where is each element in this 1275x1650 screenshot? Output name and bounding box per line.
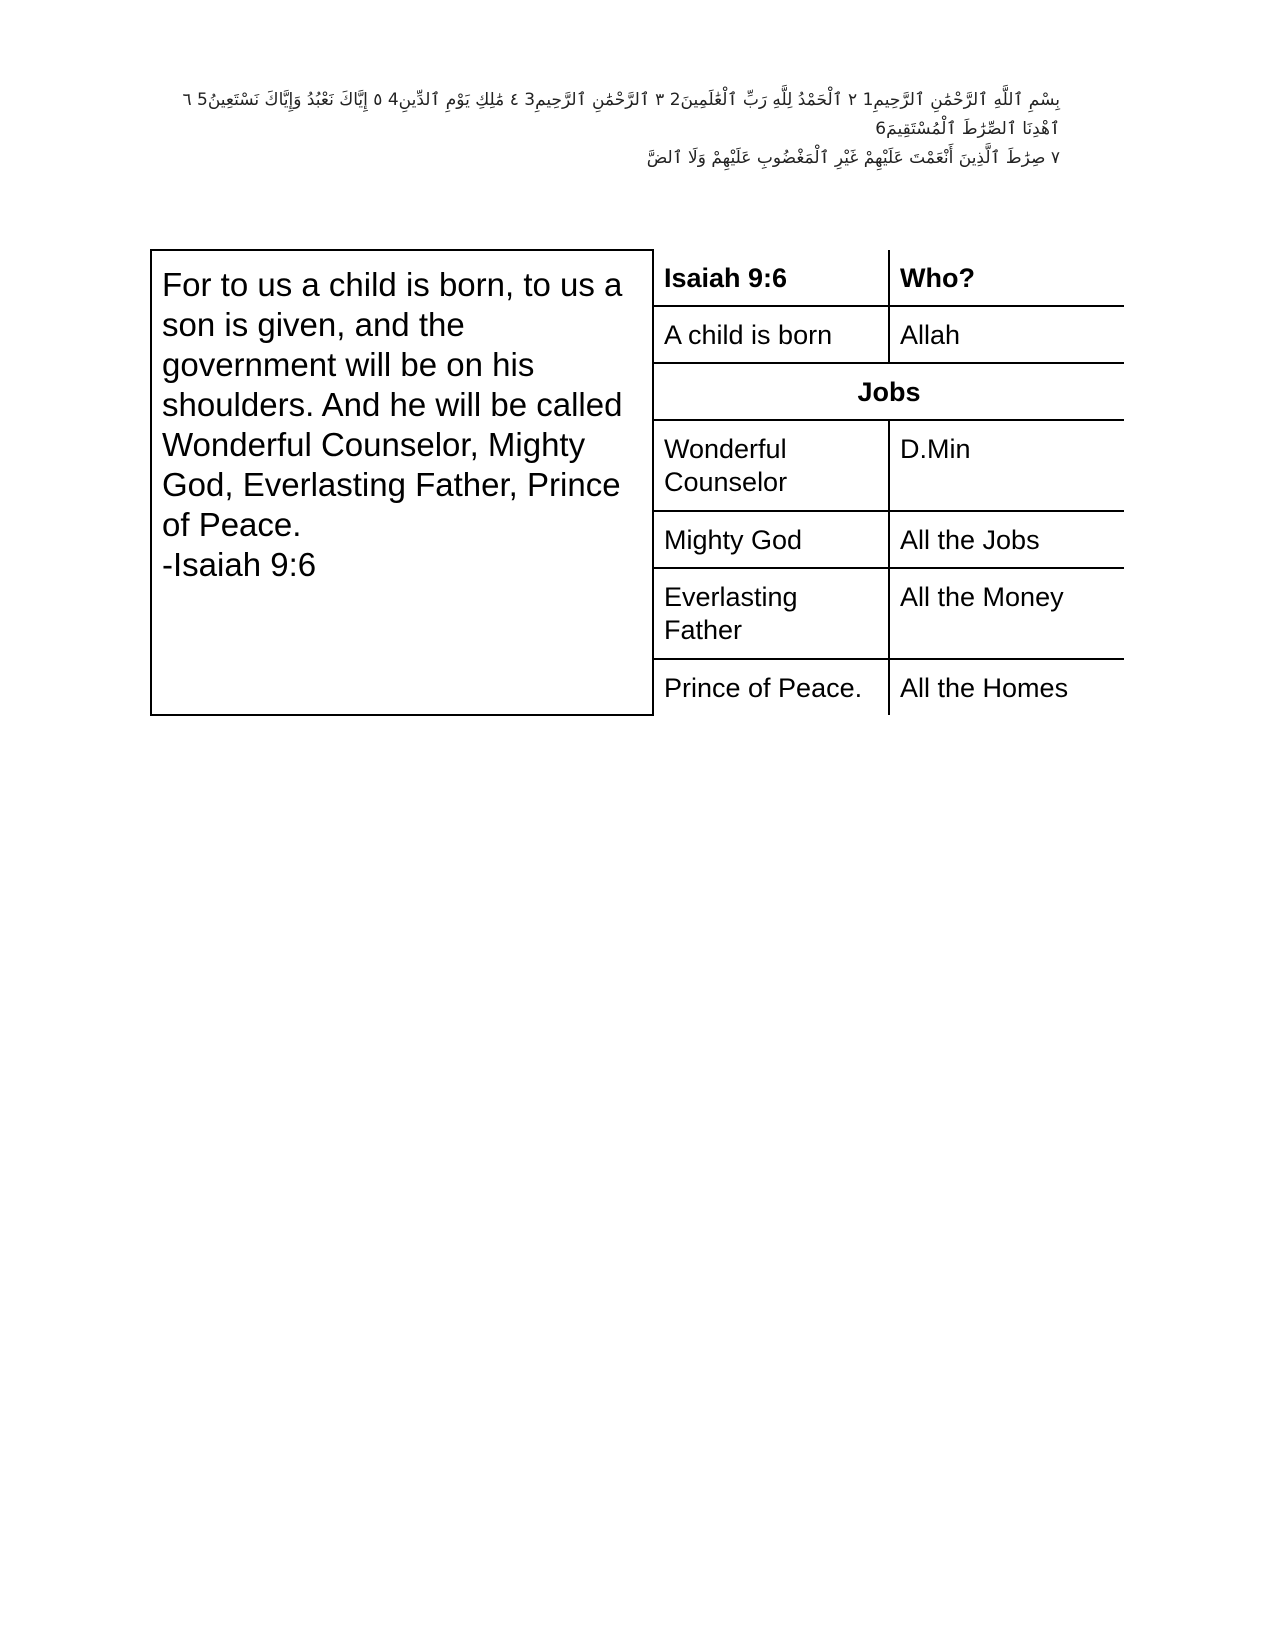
table-row: [654, 511, 1124, 568]
verse-reference: -Isaiah 9:6: [162, 546, 317, 583]
table-header-row: [654, 250, 1124, 306]
header-isaiah: Isaiah 9:6: [654, 250, 889, 306]
isaiah-table: [150, 249, 1124, 716]
who-table: [654, 250, 1124, 715]
arabic-line-2: ٧ صِرَٰطَ ٱلَّذِينَ أَنْعَمْتَ عَلَيْهِمْ غَيْرِ ٱلْمَغْضُوبِ عَلَيْهِمْ وَلَا ٱلضَّ: [646, 148, 1060, 168]
verse-text: For to us a child is born, to us a son is given, and the government will be on his shoulders. And he will be called Wonderful Counselor, Mighty God, Everlasting Father, Prince of Peace.: [162, 266, 623, 543]
table-cell-who: All the Jobs: [889, 511, 1124, 568]
who-table-wrapper: [653, 250, 1124, 715]
verse-cell: [151, 250, 653, 715]
table-cell-phrase: Prince of Peace.: [654, 659, 889, 715]
arabic-verse-block: [160, 86, 1060, 173]
table-cell-phrase: A child is born: [654, 306, 889, 363]
table-cell-phrase: Wonderful Counselor: [654, 420, 889, 511]
section-label-jobs: Jobs: [654, 363, 1124, 420]
section-row-jobs: [654, 363, 1124, 420]
table-cell-phrase: Everlasting Father: [654, 568, 889, 659]
table-row: [654, 659, 1124, 715]
table-cell-phrase: Mighty God: [654, 511, 889, 568]
table-cell-who: All the Money: [889, 568, 1124, 659]
table-row: [654, 568, 1124, 659]
table-cell-who: All the Homes: [889, 659, 1124, 715]
table-cell-who: Allah: [889, 306, 1124, 363]
arabic-line-1: بِسْمِ ٱللَّهِ ٱلرَّحْمَٰنِ ٱلرَّحِيمِ1 ٢ ٱلْحَمْدُ لِلَّهِ رَبِّ ٱلْعَٰلَمِينَ2 ٣ ٱلرَّحْمَٰنِ ٱلرَّحِيمِ3 ٤ مَٰلِكِ يَوْمِ ٱلدِّينِ4 ٥ إِيَّاكَ نَعْبُدُ وَإِيَّاكَ نَسْتَعِينُ5 ٦ ٱهْدِنَا ٱلصِّرَٰطَ ٱلْمُسْتَقِيمَ6: [182, 90, 1060, 139]
header-who: Who?: [889, 250, 1124, 306]
table-row: [654, 420, 1124, 511]
table-row: [654, 306, 1124, 363]
table-cell-who: D.Min: [889, 420, 1124, 511]
